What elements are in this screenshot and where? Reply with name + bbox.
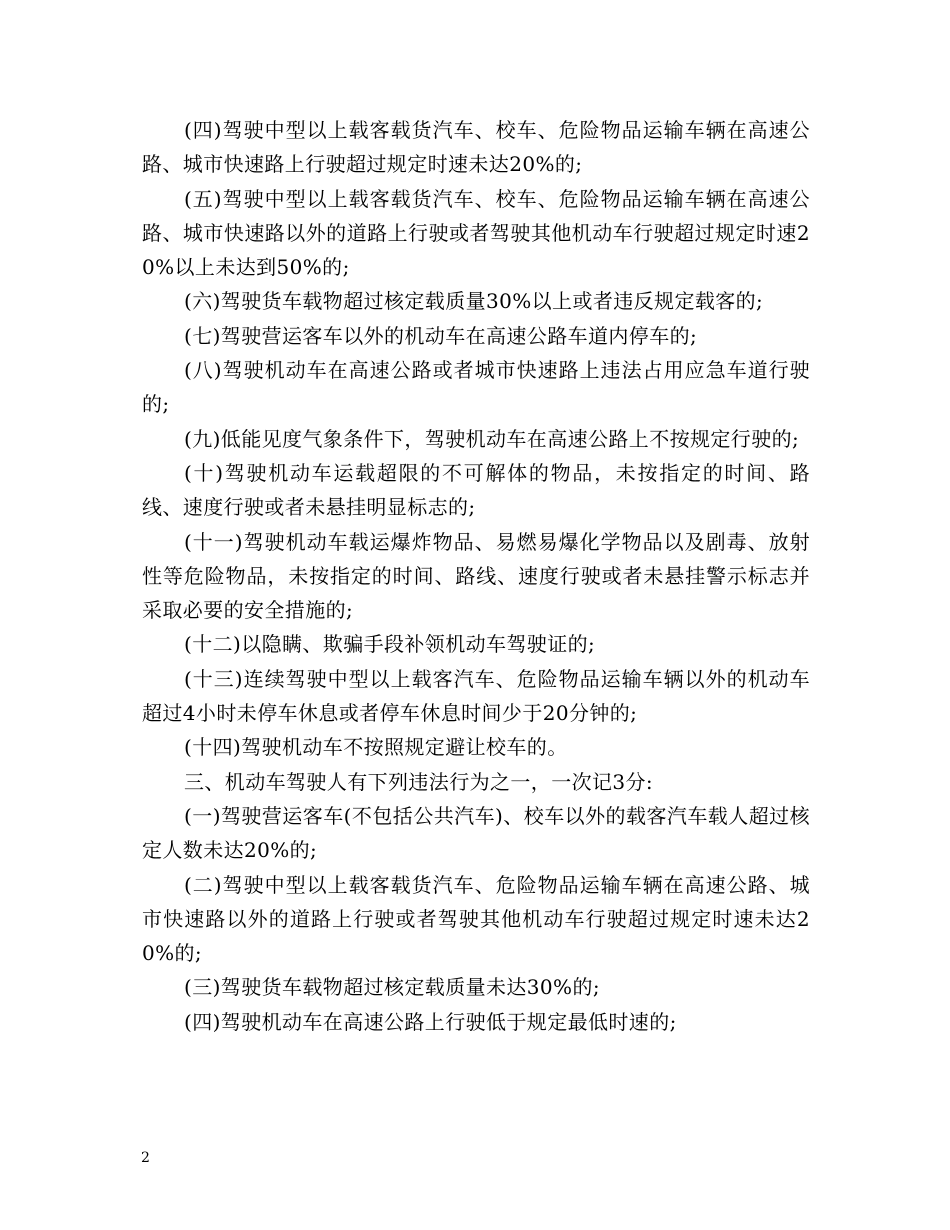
paragraph-item-4-below-min-speed: (四)驾驶机动车在高速公路上行驶低于规定最低时速的; [184, 1009, 677, 1034]
paragraph-item-14-school-bus: (十四)驾驶机动车不按照规定避让校车的。 [184, 735, 568, 760]
paragraph-item-7-highway-stopping: (七)驾驶营运客车以外的机动车在高速公路车道内停车的; [184, 323, 698, 348]
paragraph-item-11-dangerous-goods: (十一)驾驶机动车载运爆炸物品、易燃易爆化学物品以及剧毒、放射性等危险物品，未按指定的时间、路线、速度行驶或者未悬挂警示标志并采取必要的安全措施的; [142, 529, 810, 623]
paragraph-item-2-speeding-under-20: (二)驾驶中型以上载客载货汽车、危险物品运输车辆在高速公路、城市快速路以外的道路上行驶或者驾驶其他机动车行驶超过规定时速未达20%的; [142, 872, 810, 966]
paragraph-item-3-truck-overload-under-30: (三)驾驶货车载物超过核定载质量未达30%的; [184, 975, 600, 1000]
paragraph-item-10-oversize-load: (十)驾驶机动车运载超限的不可解体的物品，未按指定的时间、路线、速度行驶或者未悬挂明显标志的; [142, 460, 810, 520]
paragraph-item-6-truck-overload: (六)驾驶货车载物超过核定载质量30%以上或者违反规定载客的; [184, 289, 764, 314]
paragraph-item-13-fatigue-driving: (十三)连续驾驶中型以上载客汽车、危险物品运输车辆以外的机动车超过4小时未停车休息或者停车休息时间少于20分钟的; [142, 666, 810, 726]
section-heading-3-points: 三、机动车驾驶人有下列违法行为之一，一次记3分: [184, 769, 654, 794]
paragraph-item-12-license-fraud: (十二)以隐瞒、欺骗手段补领机动车驾驶证的; [184, 632, 596, 657]
document-body [142, 113, 810, 1039]
paragraph-item-1-passenger-overload: (一)驾驶营运客车(不包括公共汽车)、校车以外的载客汽车载人超过核定人数未达20%的; [142, 803, 810, 863]
paragraph-item-8-emergency-lane: (八)驾驶机动车在高速公路或者城市快速路上违法占用应急车道行驶的; [142, 358, 810, 417]
paragraph-item-5-speeding-other-roads: (五)驾驶中型以上载客载货汽车、校车、危险物品运输车辆在高速公路、城市快速路以外的道路上行驶或者驾驶其他机动车行驶超过规定时速20%以上未达到50%的; [142, 186, 810, 280]
page-number: 2 [141, 1150, 150, 1166]
paragraph-item-4-speeding-highway: (四)驾驶中型以上载客载货汽车、校车、危险物品运输车辆在高速公路、城市快速路上行驶超过规定时速未达20%的; [142, 118, 810, 177]
paragraph-item-9-low-visibility: (九)低能见度气象条件下，驾驶机动车在高速公路上不按规定行驶的; [184, 426, 800, 451]
